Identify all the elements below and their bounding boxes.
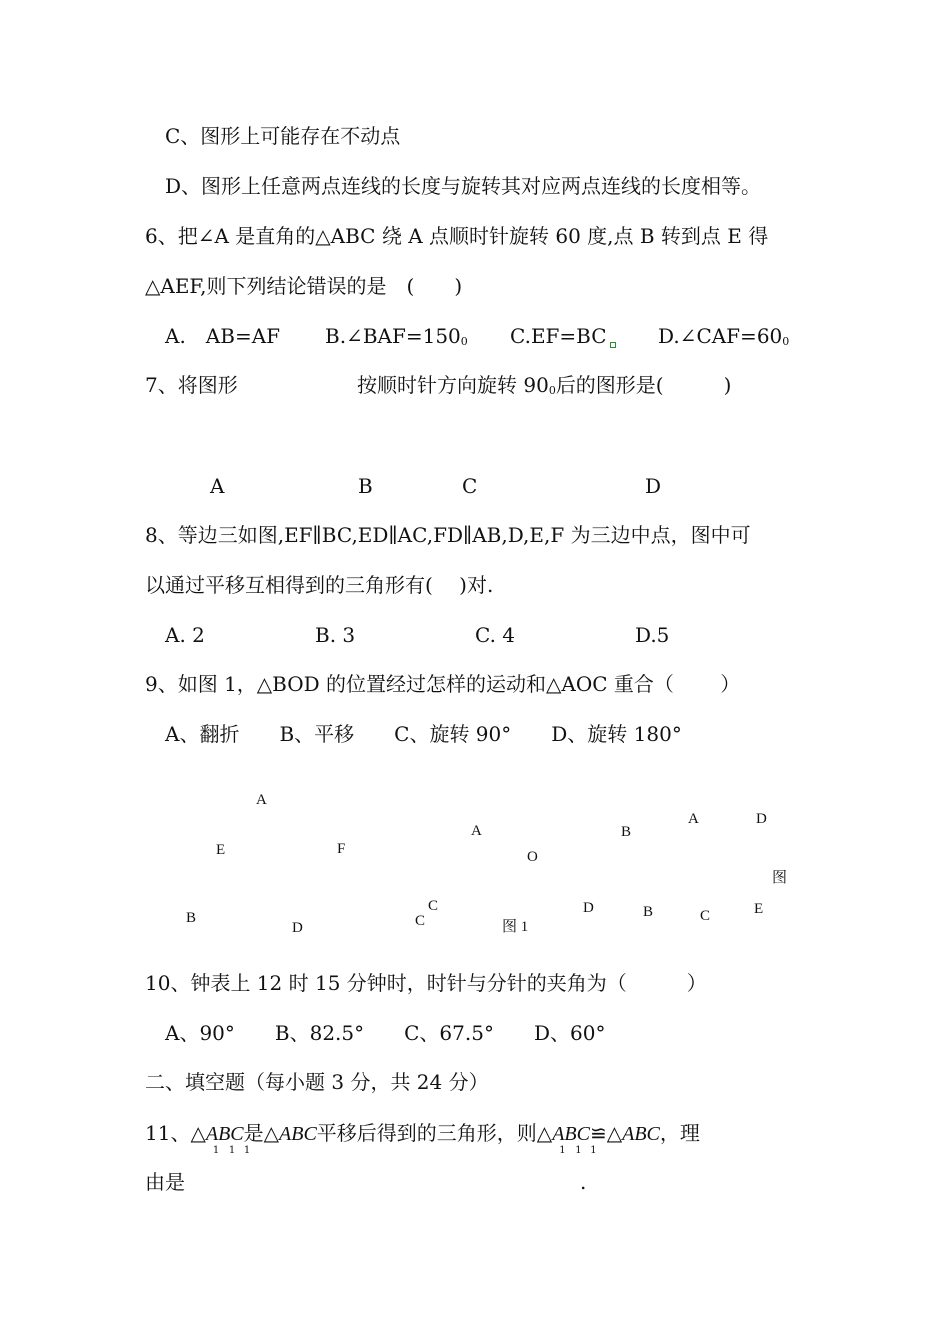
q7-stem-mid: 按顺时针方向旋转 90 [357,373,549,397]
q11-period: . [580,1170,587,1194]
fig-left-label-a: A [256,792,267,808]
q8-option-a: A. 2 [165,623,205,647]
q5-option-c: C、图形上可能存在不动点 [165,124,401,148]
q11-stem-line1 [145,1121,700,1156]
q11-triangle-a1b1c1-second [552,1121,597,1156]
q6-option-b [325,324,468,352]
q8-option-c: C. 4 [475,623,516,647]
q9-stem: 9、如图 1，△BOD 的位置经过怎样的运动和△AOC 重合（ ） [145,672,741,696]
fig-mid-label-d: D [583,900,594,916]
fig-mid-label-b: B [621,824,632,840]
q8-option-d: D.5 [635,623,670,647]
q6-option-d-text: D.∠CAF=60 [658,324,783,348]
q8-stem-line1: 8、等边三如图,EF∥BC,ED∥AC,FD∥AB,D,E,F 为三边中点，图中可 [145,523,751,547]
q11-stem-line2: 由是 [145,1170,185,1194]
q11-abc: ABC [279,1123,317,1145]
fig-right-label-d: D [756,811,767,827]
green-marker-icon [610,342,616,348]
q8-option-b: B. 3 [315,623,356,647]
q11-c1-subscript: 1 [243,1145,251,1156]
q7-option-a: A [210,474,225,498]
q7-stem-rest [357,373,731,401]
fig-left-label-d: D [292,920,303,936]
fig-right-label-a: A [688,811,699,827]
fig-right-caption: 图 [772,870,788,886]
q11-prefix: 11、△ [145,1121,206,1145]
q11-congruent: ≌△ [589,1121,623,1145]
fig-mid-label-o: O [527,849,538,865]
fig-left-label-c: C [415,913,426,929]
fig-left-label-f: F [337,841,346,857]
q10-options: A、90° B、82.5° C、67.5° D、60° [165,1021,606,1045]
q6-stem-line2: △AEF,则下列结论错误的是 ( ) [145,274,463,298]
q7-option-c: C [462,474,478,498]
fig-mid-label-a: A [471,823,482,839]
fig-right-label-e: E [754,901,764,917]
q7-option-d: D [645,474,662,498]
q7-stem-degree: 0 [548,384,556,397]
q10-stem: 10、钟表上 12 时 15 分钟时，时针与分针的夹角为（ ） [145,971,707,995]
q7-stem-end: 后的图形是( ) [555,373,732,397]
q11-triangle-a1b1c1 [205,1121,251,1156]
q11-c1-letter-2: C [576,1123,590,1145]
fig-mid-caption: 图 1 [502,919,529,935]
q6-stem-line1: 6、把∠A 是直角的△ABC 绕 A 点顺时针旋转 60 度,点 B 转到点 E 得 [145,224,769,248]
fig-left-label-e: E [216,842,226,858]
section-2-heading: 二、填空题（每小题 3 分，共 24 分） [145,1070,489,1094]
q11-a1-subscript-2: 1 [559,1145,566,1156]
q11-abc-2: ABC [622,1123,660,1145]
q11-b1-letter: B [218,1123,231,1145]
q7-stem-start: 7、将图形 [145,373,238,397]
q6-option-b-text: B.∠BAF=150 [325,324,461,348]
q6-option-d [658,324,789,352]
q11-b1-subscript-2: 1 [575,1145,582,1156]
q11-b1-letter-2: B [564,1123,577,1145]
fig-mid-label-c: C [428,898,439,914]
fig-right-label-b: B [643,904,654,920]
q6-option-a: A. AB=AF [165,324,281,348]
fig-left-label-b: B [186,910,197,926]
q11-c1-subscript-2: 1 [590,1145,597,1156]
q6-option-d-degree: 0 [782,335,790,348]
q11-a1-letter: A [205,1123,219,1145]
q8-stem-line2: 以通过平移互相得到的三角形有( )对. [145,573,494,597]
q11-end: ，理 [659,1121,700,1145]
q11-c1-letter: C [230,1123,244,1145]
q9-options: A、翻折 B、平移 C、旋转 90° D、旋转 180° [165,722,682,746]
q11-a1-letter-2: A [552,1123,565,1145]
q6-option-b-degree: 0 [460,335,468,348]
q11-mid2: 平移后得到的三角形，则△ [316,1121,553,1145]
q5-option-d: D、图形上任意两点连线的长度与旋转其对应两点连线的长度相等。 [165,174,762,198]
fig-right-label-c: C [700,908,711,924]
q11-a1-subscript: 1 [212,1145,220,1156]
q7-option-b: B [358,474,373,498]
q11-b1-subscript: 1 [228,1145,236,1156]
q6-option-c: C.EF=BC [510,324,607,348]
q11-mid: 是△ [243,1121,280,1145]
